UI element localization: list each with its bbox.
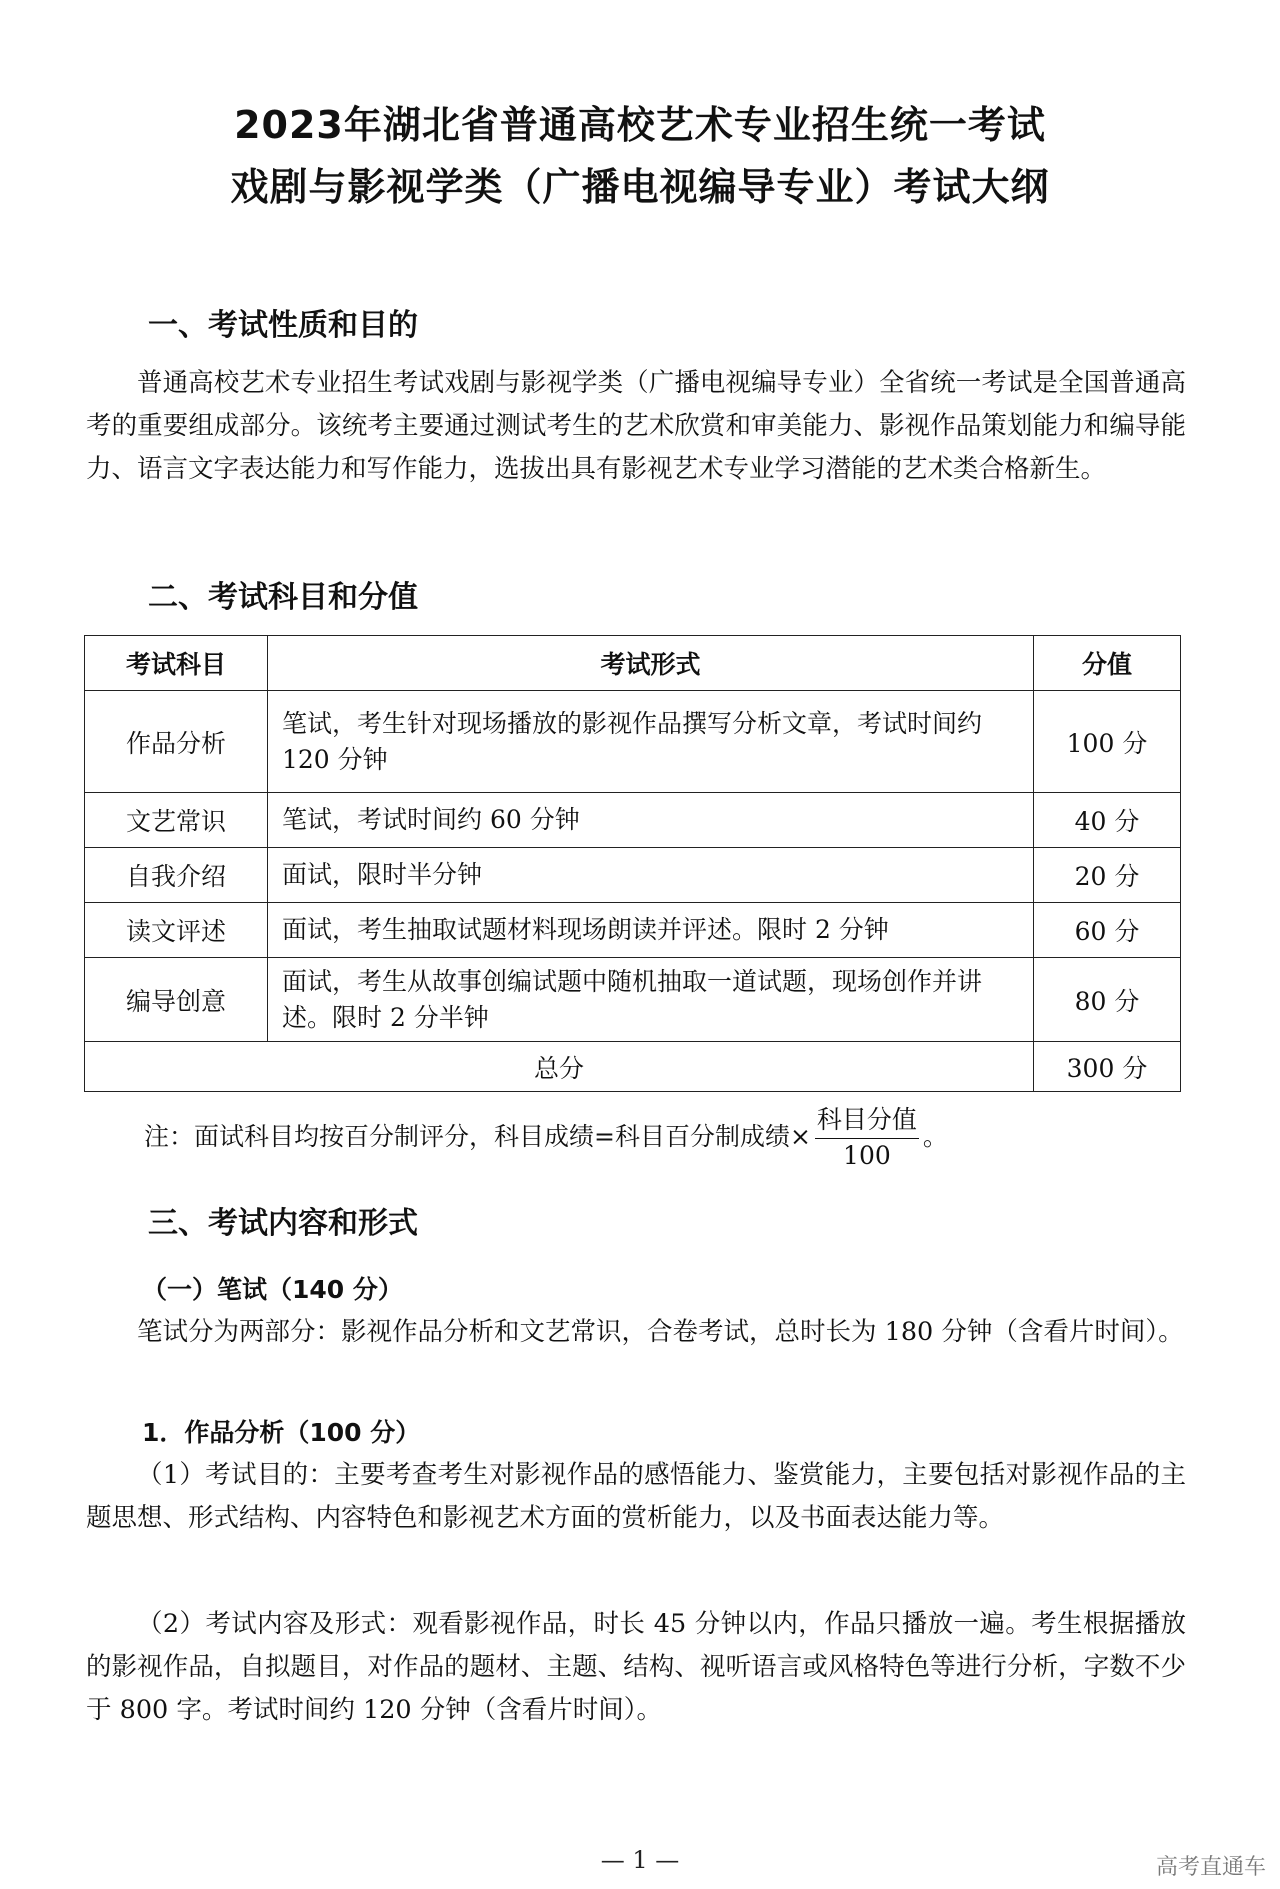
table-row bbox=[85, 793, 1181, 848]
sub1-heading: （一）笔试（140 分） bbox=[142, 1275, 403, 1304]
fraction-denominator: 100 bbox=[843, 1141, 891, 1170]
section2-heading: 二、考试科目和分值 bbox=[148, 580, 418, 615]
table-row bbox=[85, 903, 1181, 958]
section1-heading: 一、考试性质和目的 bbox=[148, 308, 418, 343]
row-score: 60 分 bbox=[1034, 903, 1181, 958]
row-score: 40 分 bbox=[1034, 793, 1181, 848]
fraction-numerator: 科目分值 bbox=[815, 1100, 919, 1139]
row-subject: 读文评述 bbox=[85, 903, 268, 958]
total-score: 300 分 bbox=[1034, 1042, 1181, 1092]
row-subject: 自我介绍 bbox=[85, 848, 268, 903]
header-form: 考试形式 bbox=[268, 636, 1034, 691]
row-score: 80 分 bbox=[1034, 958, 1181, 1042]
item1-heading: 1．作品分析（100 分） bbox=[142, 1418, 421, 1447]
header-score: 分值 bbox=[1034, 636, 1181, 691]
row-subject: 作品分析 bbox=[85, 691, 268, 793]
note-end: 。 bbox=[922, 1122, 948, 1151]
row-form: 笔试，考生针对现场播放的影视作品撰写分析文章，考试时间约 120 分钟 bbox=[268, 691, 1034, 793]
table-row bbox=[85, 848, 1181, 903]
row-form: 面试，考生抽取试题材料现场朗读并评述。限时 2 分钟 bbox=[268, 903, 1034, 958]
row-form: 面试，限时半分钟 bbox=[268, 848, 1034, 903]
formula-fraction bbox=[815, 1100, 919, 1170]
header-subject: 考试科目 bbox=[85, 636, 268, 691]
note-text: 注：面试科目均按百分制评分，科目成绩=科目百分制成绩× bbox=[144, 1122, 811, 1151]
document-title-line1: 2023年湖北省普通高校艺术专业招生统一考试 bbox=[234, 103, 1046, 147]
row-subject: 文艺常识 bbox=[85, 793, 268, 848]
row-score: 100 分 bbox=[1034, 691, 1181, 793]
total-label: 总分 bbox=[85, 1042, 1034, 1092]
item1-paragraph1: （1）考试目的：主要考查考生对影视作品的感悟能力、鉴赏能力，主要包括对影视作品的主题思想、形式结构、内容特色和影视艺术方面的赏析能力，以及书面表达能力等。 bbox=[86, 1460, 1186, 1533]
row-form: 面试，考生从故事创编试题中随机抽取一道试题，现场创作并讲述。限时 2 分半钟 bbox=[268, 958, 1034, 1042]
score-formula-note bbox=[144, 1100, 948, 1170]
table-row bbox=[85, 691, 1181, 793]
page-number: — 1 — bbox=[600, 1846, 680, 1874]
section1-paragraph: 普通高校艺术专业招生考试戏剧与影视学类（广播电视编导专业）全省统一考试是全国普通高考的重要组成部分。该统考主要通过测试考生的艺术欣赏和审美能力、影视作品策划能力和编导能力、语言文字表达能力和写作能力，选拔出具有影视艺术专业学习潜能的艺术类合格新生。 bbox=[86, 368, 1186, 484]
subjects-score-table bbox=[84, 635, 1181, 1092]
table-row bbox=[85, 958, 1181, 1042]
row-subject: 编导创意 bbox=[85, 958, 268, 1042]
row-form: 笔试，考试时间约 60 分钟 bbox=[268, 793, 1034, 848]
table-header-row bbox=[85, 636, 1181, 691]
document-title-line2: 戏剧与影视学类（广播电视编导专业）考试大纲 bbox=[230, 165, 1050, 209]
item1-paragraph2: （2）考试内容及形式：观看影视作品，时长 45 分钟以内，作品只播放一遍。考生根据播放的影视作品，自拟题目，对作品的题材、主题、结构、视听语言或风格特色等进行分析，字数不少于 800 字。考试时间约 120 分钟（含看片时间）。 bbox=[86, 1609, 1186, 1725]
section3-heading: 三、考试内容和形式 bbox=[148, 1206, 418, 1241]
sub1-paragraph: 笔试分为两部分：影视作品分析和文艺常识，合卷考试，总时长为 180 分钟（含看片时间）。 bbox=[137, 1317, 1184, 1347]
watermark: 高考直通车 bbox=[1155, 1855, 1266, 1880]
table-total-row bbox=[85, 1042, 1181, 1092]
row-score: 20 分 bbox=[1034, 848, 1181, 903]
